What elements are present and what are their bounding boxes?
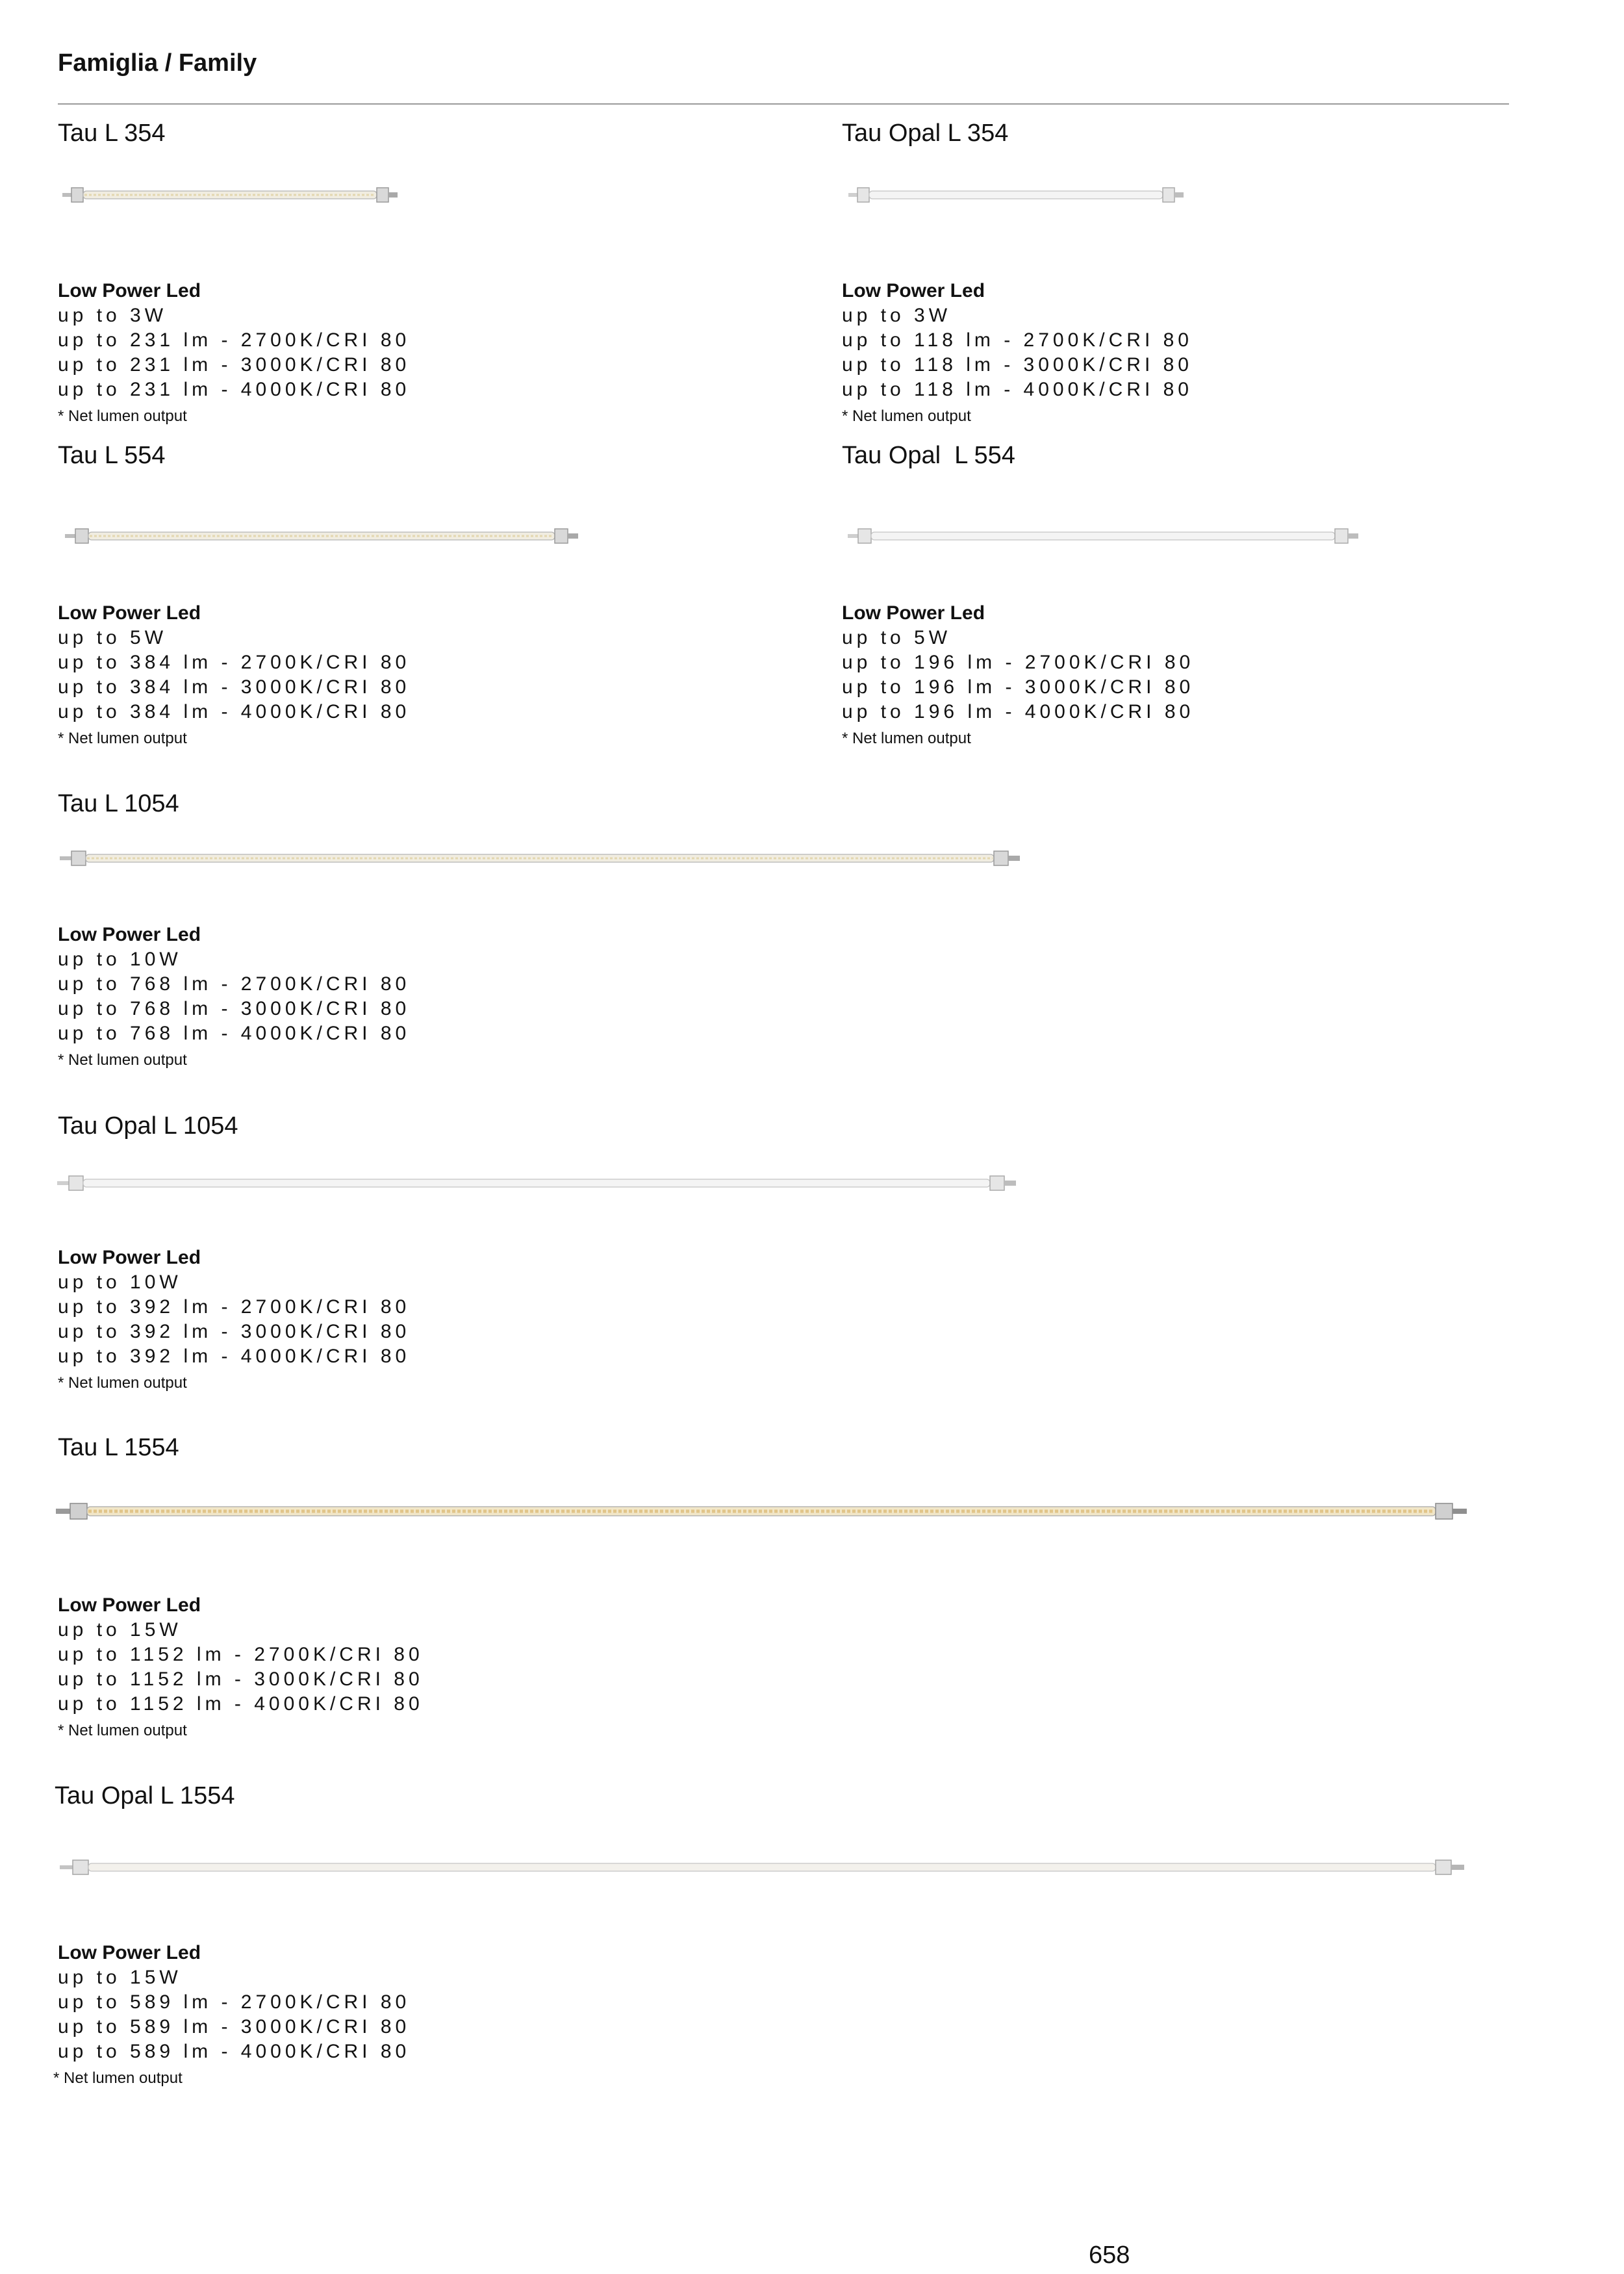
- specs-tau-l-1554: [58, 1593, 424, 1741]
- lumen-line: up to 392 lm - 3000K/CRI 80: [58, 1321, 411, 1342]
- specs-tau-opal-l-554: [842, 601, 1194, 749]
- tube-image-tau-opal-l-354: [848, 185, 1184, 205]
- lumen-line: up to 118 lm - 3000K/CRI 80: [842, 354, 1193, 376]
- specs-tau-l-554: [58, 601, 410, 749]
- lumen-line: up to 768 lm - 3000K/CRI 80: [58, 998, 411, 1019]
- lumen-line: up to 589 lm - 3000K/CRI 80: [58, 2016, 411, 2038]
- product-name-tau-l-1554: Tau L 1554: [58, 1434, 179, 1461]
- tube-image-tau-l-554: [65, 526, 578, 546]
- power-line: up to 3W: [842, 305, 952, 326]
- lumen-line: up to 1152 lm - 4000K/CRI 80: [58, 1693, 424, 1715]
- power-line: up to 15W: [58, 1619, 182, 1641]
- spec-heading: Low Power Led: [842, 602, 985, 624]
- lumen-line: up to 118 lm - 2700K/CRI 80: [842, 329, 1193, 351]
- spec-heading: Low Power Led: [58, 924, 201, 945]
- lumen-line: up to 384 lm - 4000K/CRI 80: [58, 701, 411, 722]
- net-lumen-note: * Net lumen output: [58, 1722, 187, 1739]
- tube-image-tau-opal-l-1554: [60, 1858, 1464, 1877]
- spec-heading: Low Power Led: [58, 1594, 201, 1616]
- lumen-line: up to 589 lm - 4000K/CRI 80: [58, 2041, 411, 2062]
- specs-tau-l-1054: [58, 923, 410, 1071]
- spec-heading: Low Power Led: [58, 1942, 201, 1963]
- lumen-line: up to 384 lm - 3000K/CRI 80: [58, 676, 411, 698]
- power-line: up to 10W: [58, 949, 182, 970]
- power-line: up to 5W: [58, 627, 168, 648]
- lumen-line: up to 196 lm - 2700K/CRI 80: [842, 652, 1195, 673]
- lumen-line: up to 384 lm - 2700K/CRI 80: [58, 652, 411, 673]
- product-name-tau-l-354: Tau L 354: [58, 120, 166, 147]
- lumen-line: up to 231 lm - 4000K/CRI 80: [58, 379, 411, 400]
- spec-heading: Low Power Led: [58, 280, 201, 301]
- product-name-tau-l-554: Tau L 554: [58, 442, 166, 469]
- lumen-line: up to 589 lm - 2700K/CRI 80: [58, 1991, 411, 2013]
- power-line: up to 10W: [58, 1271, 182, 1293]
- power-line: up to 15W: [58, 1967, 182, 1988]
- tube-image-tau-l-1554: [56, 1501, 1467, 1521]
- tube-image-tau-opal-l-554: [848, 526, 1358, 546]
- power-line: up to 3W: [58, 305, 168, 326]
- lumen-line: up to 768 lm - 4000K/CRI 80: [58, 1023, 411, 1044]
- spec-heading: Low Power Led: [58, 602, 201, 624]
- spec-heading: Low Power Led: [58, 1247, 201, 1268]
- net-lumen-note: * Net lumen output: [842, 730, 971, 747]
- net-lumen-note: * Net lumen output: [58, 407, 187, 425]
- net-lumen-note: * Net lumen output: [58, 730, 187, 747]
- product-name-tau-opal-l-1054: Tau Opal L 1054: [58, 1112, 238, 1140]
- net-lumen-note: * Net lumen output: [842, 407, 971, 425]
- net-lumen-note: * Net lumen output: [53, 2069, 183, 2087]
- lumen-line: up to 392 lm - 2700K/CRI 80: [58, 1296, 411, 1318]
- product-name-tau-opal-l-1554: Tau Opal L 1554: [55, 1782, 235, 1809]
- specs-tau-opal-l-354: [842, 279, 1193, 427]
- lumen-line: up to 1152 lm - 2700K/CRI 80: [58, 1644, 424, 1665]
- lumen-line: up to 196 lm - 4000K/CRI 80: [842, 701, 1195, 722]
- lumen-line: up to 196 lm - 3000K/CRI 80: [842, 676, 1195, 698]
- page-number: 658: [1089, 2242, 1130, 2269]
- lumen-line: up to 1152 lm - 3000K/CRI 80: [58, 1668, 424, 1690]
- tube-image-tau-l-1054: [60, 849, 1020, 868]
- lumen-line: up to 118 lm - 4000K/CRI 80: [842, 379, 1193, 400]
- lumen-line: up to 231 lm - 2700K/CRI 80: [58, 329, 411, 351]
- specs-tau-opal-l-1554: [53, 1941, 411, 2089]
- product-name-tau-opal-l-554: Tau Opal L 554: [842, 442, 1015, 469]
- net-lumen-note: * Net lumen output: [58, 1374, 187, 1392]
- lumen-line: up to 392 lm - 4000K/CRI 80: [58, 1346, 411, 1367]
- lumen-line: up to 768 lm - 2700K/CRI 80: [58, 973, 411, 995]
- specs-tau-opal-l-1054: [58, 1246, 410, 1394]
- spec-heading: Low Power Led: [842, 280, 985, 301]
- header-divider: [58, 103, 1509, 105]
- product-name-tau-l-1054: Tau L 1054: [58, 790, 179, 817]
- lumen-line: up to 231 lm - 3000K/CRI 80: [58, 354, 411, 376]
- product-name-tau-opal-l-354: Tau Opal L 354: [842, 120, 1009, 147]
- page-title: Famiglia / Family: [58, 49, 257, 77]
- tube-image-tau-opal-l-1054: [57, 1173, 1016, 1193]
- tube-image-tau-l-354: [62, 185, 398, 205]
- power-line: up to 5W: [842, 627, 952, 648]
- specs-tau-l-354: [58, 279, 410, 427]
- net-lumen-note: * Net lumen output: [58, 1051, 187, 1069]
